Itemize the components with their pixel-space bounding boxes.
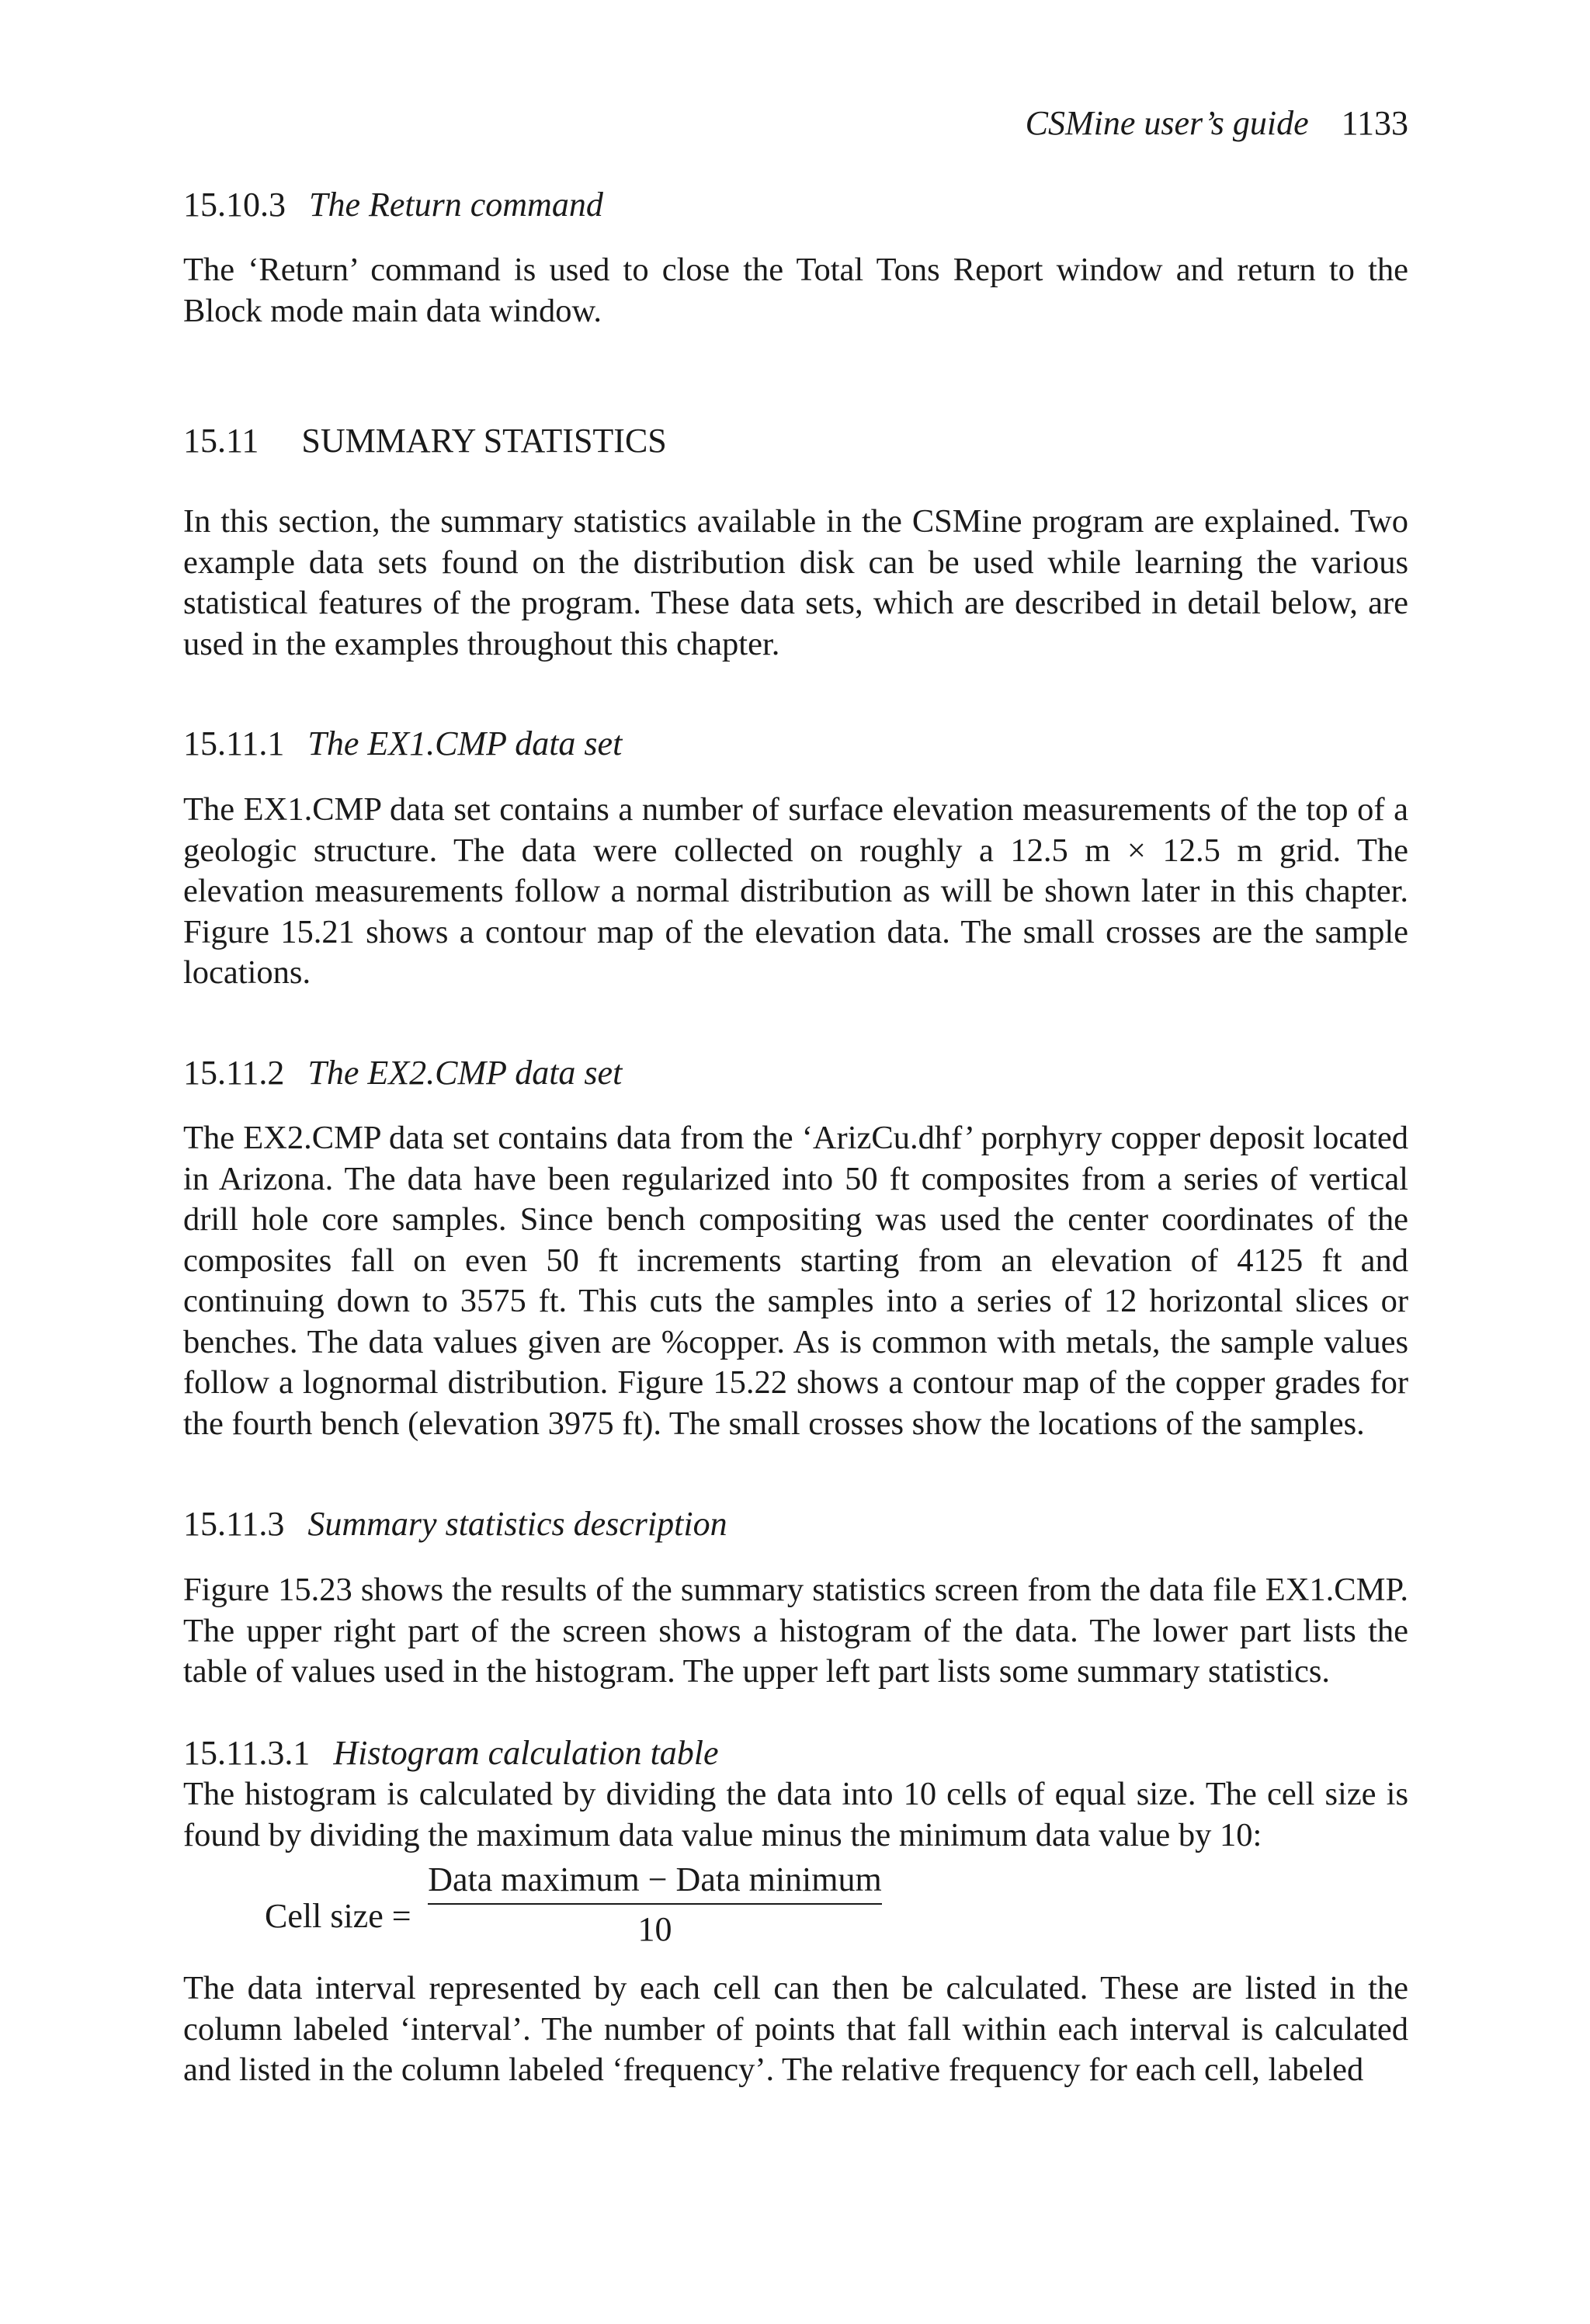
section-title: The Return command [309,186,603,224]
paragraph-histogram-calculation: The histogram is calculated by dividing the data into 10 cells of equal size. The cell size is found by dividing the maximum data value minus the minimum data value by 10: [183,1776,1408,1853]
paragraph-ex1-data-set: The EX1.CMP data set contains a number of surface elevation measurements of the top of a geologic structure. The data were collected on roughly a 12.5 m × 12.5 m grid. The elevation measurements follow a normal distribution as will be shown later in this chapter. Figure 15.21 shows a contour map of the elevation data. The small crosses are the sample locations. [183,791,1408,991]
section-heading-15-11-3-1 [183,1733,1408,1773]
section-number: 15.11 [183,422,259,460]
formula-lhs: Cell size = [265,1897,411,1935]
paragraph-interval-frequency: The data interval represented by each cell can then be calculated. These are listed in the column labeled ‘interval’. The number of points that fall within each interval is calculated and listed in the column labeled ‘frequency’. The relative frequency for each cell, labeled [183,1970,1408,2088]
section-number: 15.11.3 [183,1505,285,1543]
paragraph-ex2-data-set: The EX2.CMP data set contains data from the ‘ArizCu.dhf’ porphyry copper deposit located in Arizona. The data have been regularized into 50 ft composites from a series of vertical drill hole core samples. Since bench compositing was used the center coordinates of the composites fall on even 50 ft increments starting from an elevation of 4125 ft and continuing down to 3575 ft. This cuts the samples into a series of 12 horizontal slices or benches. The data values given are %copper. As is common with metals, the sample values follow a lognormal distribution. Figure 15.22 shows a contour map of the copper grades for the fourth bench (elevation 3975 ft). The small crosses show the locations of the samples. [183,1120,1408,1442]
running-head [1026,103,1408,144]
section-title: SUMMARY STATISTICS [301,422,667,460]
section-heading-15-11-1 [183,724,1408,764]
fraction-bar [428,1903,882,1905]
paragraph-summary-statistics-description: Figure 15.23 shows the results of the summary statistics screen from the data file EX1.CMP. The upper right part of the screen shows a histogram of the data. The lower part lists the table of values used in the histogram. The upper left part lists some summary statistics. [183,1572,1408,1690]
section-number: 15.10.3 [183,186,286,224]
formula-denominator: 10 [637,1910,672,1948]
section-title: Summary statistics description [307,1505,727,1543]
paragraph-summary-statistics-intro: In this section, the summary statistics available in the CSMine program are explained. Two example data sets found on the distribution disk can be used while learning the various statistical features of the program. These data sets, which are described in detail below, are used in the examples throughout this chapter. [183,503,1408,662]
section-title: The EX2.CMP data set [307,1054,623,1092]
section-number: 15.11.3.1 [183,1734,311,1772]
page-number: 1133 [1341,104,1408,142]
section-title: The EX1.CMP data set [307,724,623,763]
section-number: 15.11.1 [183,724,285,763]
paragraph-return-command: The ‘Return’ command is used to close the Total Tons Report window and return to the Block mode main data window. [183,252,1408,329]
section-heading-15-11 [183,421,1408,461]
section-heading-15-10-3 [183,185,1408,225]
section-heading-15-11-3 [183,1504,1408,1544]
section-title: Histogram calculation table [333,1734,719,1772]
running-head-title: CSMine user’s guide [1025,104,1309,142]
formula-fraction [428,1860,882,1950]
formula-numerator: Data maximum − Data minimum [428,1860,882,1898]
section-heading-15-11-2 [183,1053,1408,1093]
section-number: 15.11.2 [183,1054,285,1092]
